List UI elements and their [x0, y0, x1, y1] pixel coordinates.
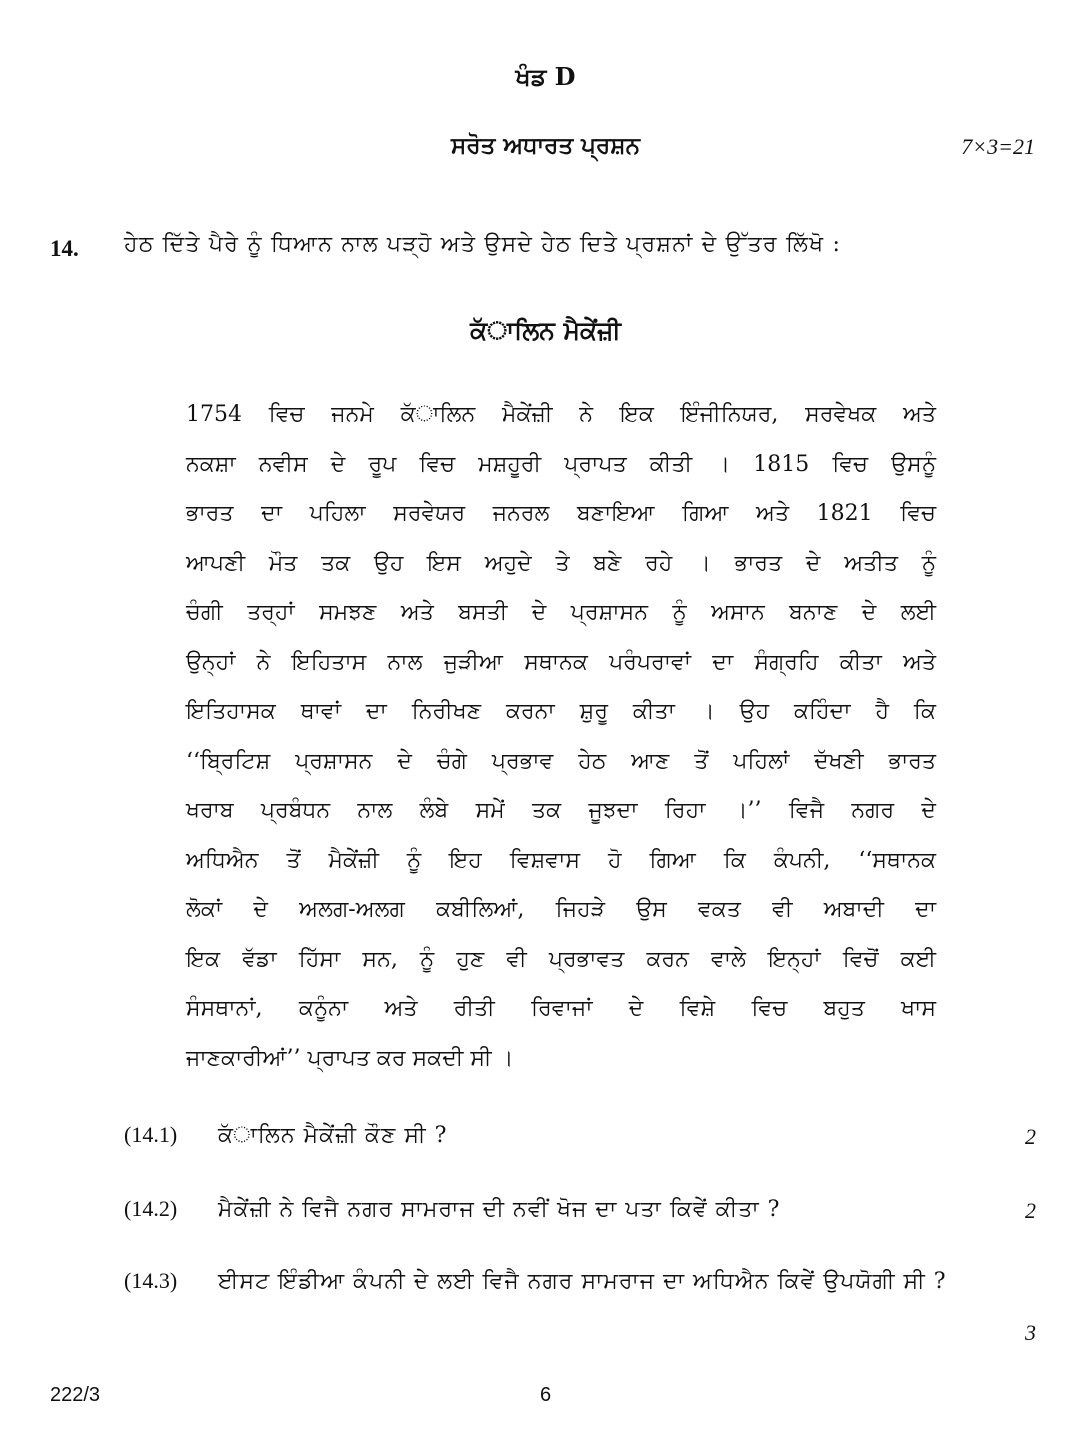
sub-question-text: ਈਸਟ ਇੰਡੀਆ ਕੰਪਨੀ ਦੇ ਲਈ ਵਿਜੈ ਨਗਰ ਸਾਮਰਾਜ ਦਾ ਅਧਿਐਨ ਕਿਵੇਂ ਉਪਯੋਗੀ ਸੀ ? — [218, 1269, 947, 1294]
passage-line: ਇਕ ਵੱਡਾ ਹਿੱਸਾ ਸਨ, ਨੂੰ ਹੁਣ ਵੀ ਪ੍ਰਭਾਵਤ ਕਰਨ ਵਾਲੇ ਇਨ੍ਹਾਂ ਵਿਚੋਂ ਕਈ — [186, 946, 936, 972]
passage-line: ਨਕਸ਼ਾ ਨਵੀਸ ਦੇ ਰੂਪ ਵਿਚ ਮਸ਼ਹੂਰੀ ਪ੍ਰਾਪਤ ਕੀਤੀ । 1815 ਵਿਚ ਉਸਨੂੰ — [186, 451, 936, 477]
passage-line: ਭਾਰਤ ਦਾ ਪਹਿਲਾ ਸਰਵੇਯਰ ਜਨਰਲ ਬਣਾਇਆ ਗਿਆ ਅਤੇ 1821 ਵਿਚ — [186, 501, 936, 526]
passage-line: ਆਪਣੀ ਮੌਤ ਤਕ ਉਹ ਇਸ ਅਹੁਦੇ ਤੇ ਬਣੇ ਰਹੇ । ਭਾਰਤ ਦੇ ਅਤੀਤ ਨੂੰ — [186, 550, 936, 576]
section-marks: 7×3=21 — [961, 134, 1035, 159]
passage-line: ਜਾਣਕਾਰੀਆਂ’’ ਪ੍ਰਾਪਤ ਕਰ ਸਕਦੀ ਸੀ । — [186, 1045, 514, 1071]
sub-question-text: ਕੱਾਲਿਨ ਮੈਕੇਂਜ਼ੀ ਕੌਣ ਸੀ ? — [218, 1123, 448, 1148]
sub-question-marks: 2 — [1025, 1124, 1036, 1149]
question-number: 14. — [50, 236, 79, 261]
section-subtitle: ਸਰੋਤ ਅਧਾਰਤ ਪ੍ਰਸ਼ਨ — [451, 132, 640, 159]
passage — [186, 390, 936, 1083]
sub-question-marks: 2 — [1025, 1198, 1036, 1223]
passage-line: ਲੋਕਾਂ ਦੇ ਅਲਗ-ਅਲਗ ਕਬੀਲਿਆਂ, ਜਿਹੜੇ ਉਸ ਵਕਤ ਵੀ ਅਬਾਦੀ ਦਾ — [186, 897, 936, 922]
sub-question-number: (14.2) — [124, 1196, 178, 1221]
paper-code: 222/3 — [50, 1384, 101, 1406]
passage-line: ਸੰਸਥਾਨਾਂ, ਕਨੂੰਨਾ ਅਤੇ ਰੀਤੀ ਰਿਵਾਜਾਂ ਦੇ ਵਿਸ਼ੇ ਵਿਚ ਬਹੁਤ ਖਾਸ — [186, 996, 936, 1021]
passage-line: ਉਨ੍ਹਾਂ ਨੇ ਇਹਿਤਾਸ ਨਾਲ ਜੁੜੀਆ ਸਥਾਨਕ ਪਰੰਪਰਾਵਾਂ ਦਾ ਸੰਗ੍ਰਹਿ ਕੀਤਾ ਅਤੇ — [186, 649, 936, 675]
sub-question-number: (14.1) — [124, 1122, 178, 1147]
sub-question-text: ਮੈਕੇਂਜ਼ੀ ਨੇ ਵਿਜੈ ਨਗਰ ਸਾਮਰਾਜ ਦੀ ਨਵੀਂ ਖੋਜ ਦਾ ਪਤਾ ਕਿਵੇਂ ਕੀਤਾ ? — [218, 1197, 781, 1222]
passage-line: ਇਤਿਹਾਸਕ ਥਾਵਾਂ ਦਾ ਨਿਰੀਖਣ ਕਰਨਾ ਸ਼ੁਰੂ ਕੀਤਾ । ਉਹ ਕਹਿੰਦਾ ਹੈ ਕਿ — [186, 699, 936, 724]
passage-title: ਕੱਾਲਿਨ ਮੈਕੇਂਜ਼ੀ — [470, 316, 621, 345]
passage-line: ਅਧਿਐਨ ਤੋਂ ਮੈਕੇਂਜ਼ੀ ਨੂੰ ਇਹ ਵਿਸ਼ਵਾਸ ਹੋ ਗਿਆ ਕਿ ਕੰਪਨੀ, ‘‘ਸਥਾਨਕ — [186, 847, 936, 873]
sub-question-number: (14.3) — [124, 1268, 178, 1293]
passage-line: 1754 ਵਿਚ ਜਨਮੇ ਕੱਾਲਿਨ ਮੈਕੇਂਜ਼ੀ ਨੇ ਇਕ ਇੰਜੀਨਿਯਰ, ਸਰਵੇਖਕ ਅਤੇ — [186, 402, 936, 427]
passage-line: ਚੰਗੀ ਤਰ੍ਹਾਂ ਸਮਝਣ ਅਤੇ ਬਸਤੀ ਦੇ ਪ੍ਰਸ਼ਾਸਨ ਨੂੰ ਅਸਾਨ ਬਨਾਣ ਦੇ ਲਈ — [186, 600, 936, 625]
passage-line: ‘‘ਬ੍ਰਿਟਿਸ਼ ਪ੍ਰਸ਼ਾਸਨ ਦੇ ਚੰਗੇ ਪ੍ਰਭਾਵ ਹੇਠ ਆਣ ਤੋਂ ਪਹਿਲਾਂ ਦੱਖਣੀ ਭਾਰਤ — [186, 748, 936, 774]
question-instruction: ਹੇਠ ਦਿੱਤੇ ਪੈਰੇ ਨੂੰ ਧਿਆਨ ਨਾਲ ਪੜ੍ਹੋ ਅਤੇ ਉਸਦੇ ਹੇਠ ਦਿਤੇ ਪ੍ਰਸ਼ਨਾਂ ਦੇ ਉੱਤਰ ਲਿੱਖੋ : — [124, 232, 842, 257]
page-number: 6 — [539, 1384, 552, 1406]
passage-line: ਖਰਾਬ ਪ੍ਰਬੰਧਨ ਨਾਲ ਲੰਬੇ ਸਮੇਂ ਤਕ ਜੂਝਦਾ ਰਿਹਾ ।’’ ਵਿਜੈ ਨਗਰ ਦੇ — [186, 798, 936, 823]
sub-question-marks: 3 — [1025, 1320, 1036, 1345]
section-heading: ਖੰਡ D — [515, 62, 576, 91]
